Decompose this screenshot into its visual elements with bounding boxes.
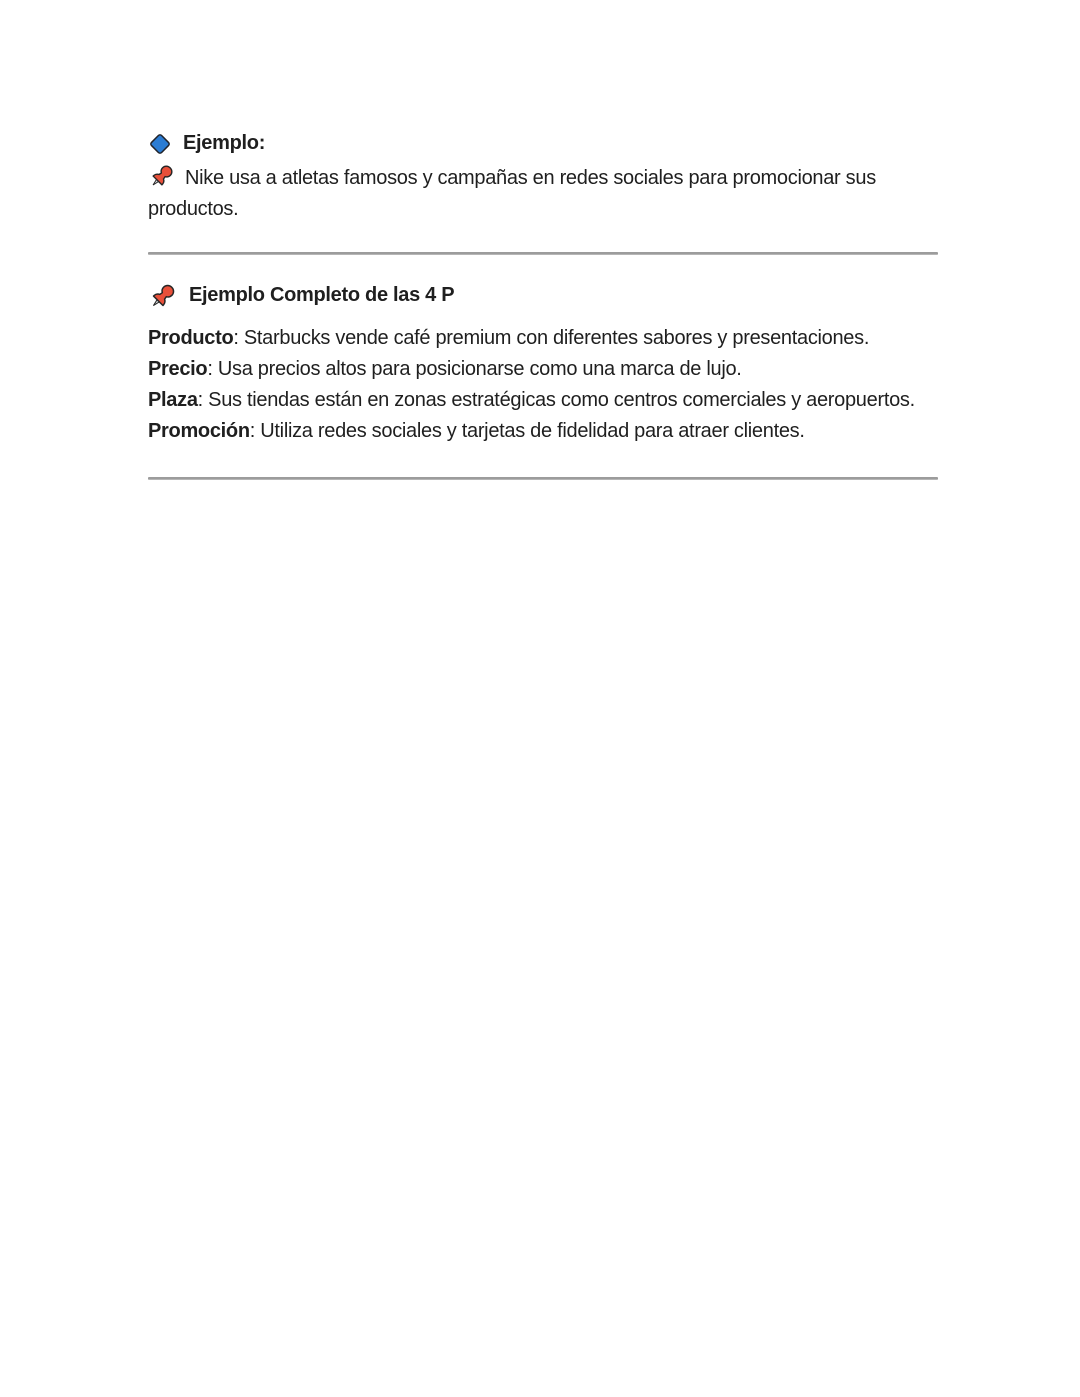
example-paragraph <box>148 162 948 225</box>
list-item <box>148 354 948 385</box>
item-text: : Starbucks vende café premium con diferentes sabores y presentaciones. <box>233 327 870 349</box>
list-item <box>148 323 948 354</box>
horizontal-divider <box>148 477 938 480</box>
complete-example-heading: Ejemplo Completo de las 4 P <box>189 284 455 306</box>
horizontal-divider <box>148 252 938 255</box>
example-heading: Ejemplo: <box>183 132 266 154</box>
pushpin-icon <box>148 162 176 190</box>
item-text: : Usa precios altos para posicionarse como una marca de lujo. <box>207 358 742 380</box>
document-content <box>148 0 948 480</box>
list-item <box>148 385 948 416</box>
item-text: : Utiliza redes sociales y tarjetas de fidelidad para atraer clientes. <box>249 420 805 442</box>
blue-diamond-icon <box>148 132 172 156</box>
item-label: Promoción <box>148 420 250 442</box>
example-heading-row <box>148 128 948 159</box>
complete-example-heading-row <box>148 280 948 311</box>
pushpin-icon <box>148 281 178 311</box>
item-label: Producto <box>148 327 234 349</box>
item-label: Plaza <box>148 389 198 411</box>
item-label: Precio <box>148 358 208 380</box>
list-item <box>148 416 948 447</box>
four-p-list <box>148 323 948 447</box>
example-paragraph-text: Nike usa a atletas famosos y campañas en redes sociales para promocionar sus productos. <box>148 167 876 220</box>
item-text: : Sus tiendas están en zonas estratégicas como centros comerciales y aeropuertos. <box>197 389 915 411</box>
